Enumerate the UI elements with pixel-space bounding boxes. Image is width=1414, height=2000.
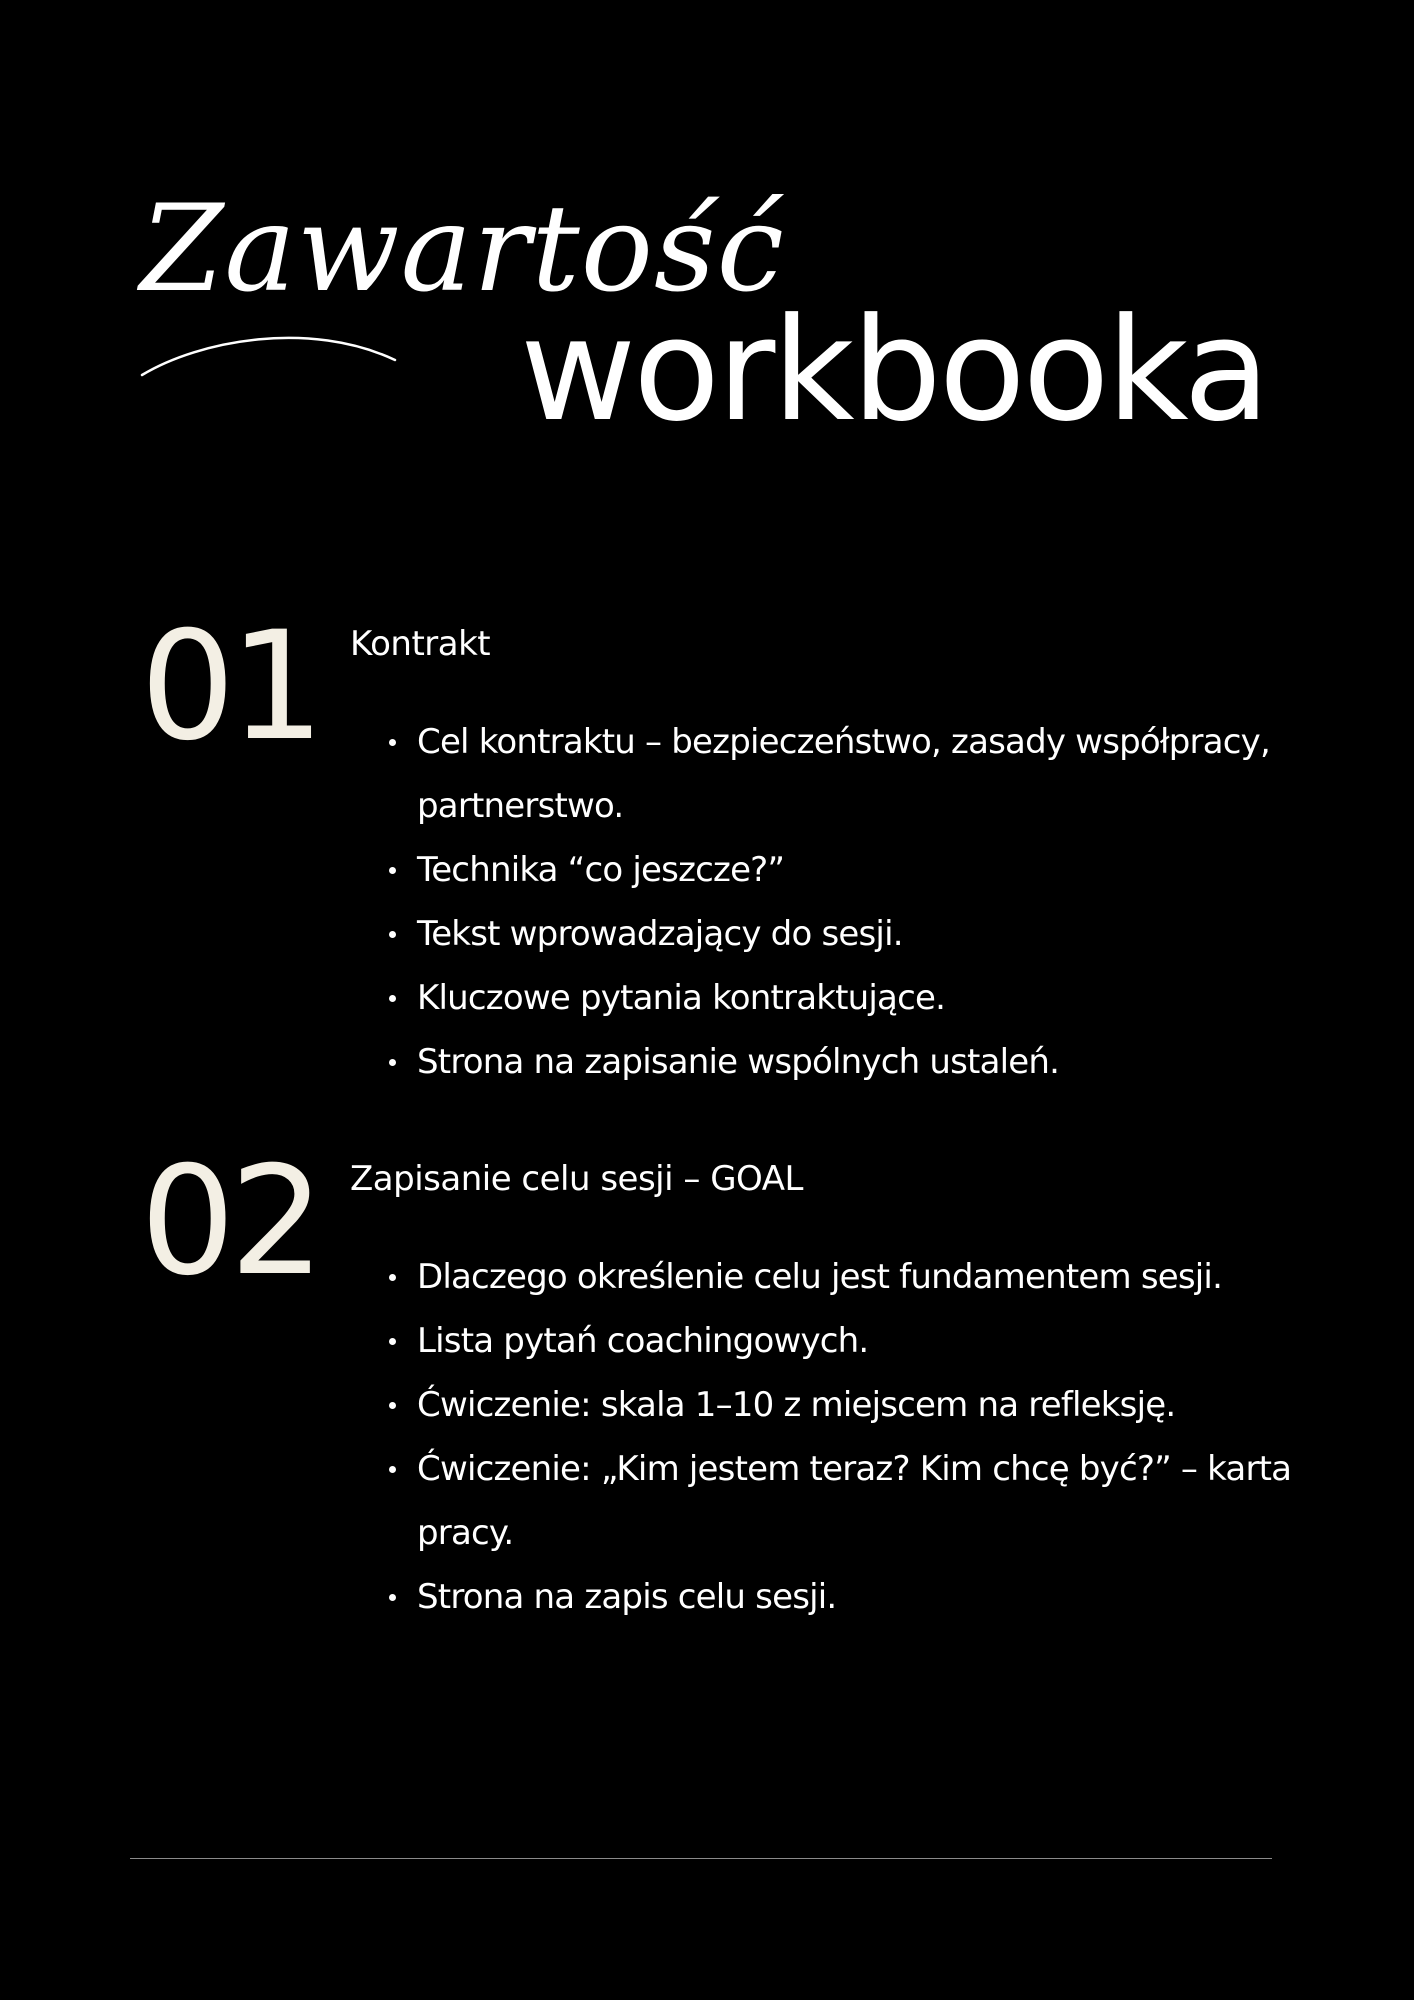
section-heading: Kontrakt (350, 624, 491, 664)
list-item: Dlaczego określenie celu jest fundamentem sesji. (417, 1245, 1317, 1309)
section-item-list (385, 1245, 1317, 1629)
title-script: Zawartość (140, 180, 785, 319)
section-heading: Zapisanie celu sesji – GOAL (350, 1159, 803, 1199)
title-swash-decoration (140, 300, 410, 380)
list-item: Tekst wprowadzający do sesji. (417, 902, 1317, 966)
footer-divider (130, 1858, 1272, 1859)
list-item: Strona na zapisanie wspólnych ustaleń. (417, 1030, 1317, 1094)
list-item: Cel kontraktu – bezpieczeństwo, zasady współpracy, partnerstwo. (417, 710, 1317, 838)
list-item: Ćwiczenie: skala 1–10 z miejscem na refleksję. (417, 1373, 1317, 1437)
list-item: Technika “co jeszcze?” (417, 838, 1317, 902)
section-number: 02 (140, 1135, 319, 1309)
list-item: Ćwiczenie: „Kim jestem teraz? Kim chcę być?” – karta pracy. (417, 1437, 1317, 1565)
section-number: 01 (140, 600, 319, 774)
list-item: Kluczowe pytania kontraktujące. (417, 966, 1317, 1030)
list-item: Lista pytań coachingowych. (417, 1309, 1317, 1373)
section-item-list (385, 710, 1317, 1094)
title-main: workbooka (520, 288, 1268, 453)
list-item: Strona na zapis celu sesji. (417, 1565, 1317, 1629)
